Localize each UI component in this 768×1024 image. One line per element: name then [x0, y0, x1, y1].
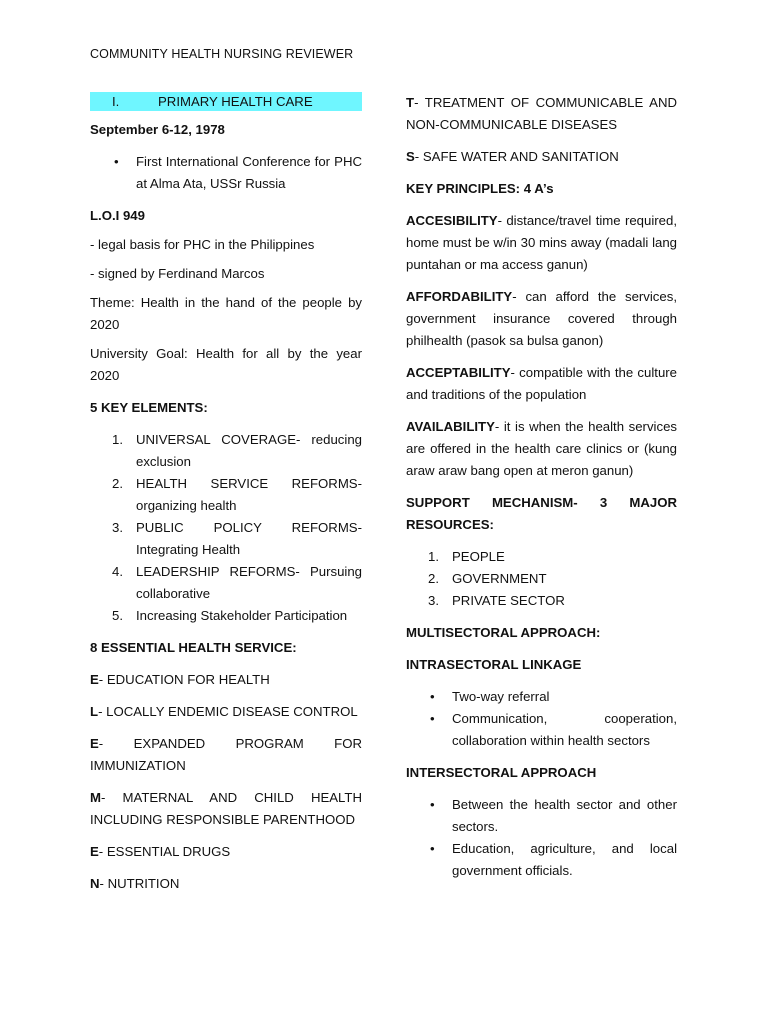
- intrasectoral-list: [406, 686, 677, 752]
- list-item: [406, 568, 677, 590]
- service-letter: E: [90, 736, 99, 751]
- conference-date: September 6-12, 1978: [90, 122, 225, 137]
- list-item: [406, 794, 677, 838]
- resources-list: [406, 546, 677, 612]
- service-letter: E: [90, 672, 99, 687]
- goal-text: University Goal: Health for all by the year 2020: [90, 346, 362, 383]
- principle-term: ACCEPTABILITY: [406, 365, 511, 380]
- list-item: [90, 473, 362, 517]
- service-text: - MATERNAL AND CHILD HEALTH INCLUDING RESPONSIBLE PARENTHOOD: [90, 790, 362, 827]
- item-text: PUBLIC POLICY REFORMS- Integrating Health: [136, 520, 362, 557]
- list-item: [406, 708, 677, 752]
- item-text: Education, agriculture, and local government officials.: [452, 841, 677, 878]
- item-number: 5.: [112, 608, 123, 623]
- service-letter: N: [90, 876, 100, 891]
- principles-heading: KEY PRINCIPLES: 4 A’s: [406, 181, 554, 196]
- service-item: [406, 146, 677, 168]
- item-number: 2.: [112, 476, 123, 491]
- multisectoral-heading: MULTISECTORAL APPROACH:: [406, 625, 601, 640]
- intersectoral-list: [406, 794, 677, 882]
- service-item: [406, 92, 677, 136]
- list-item: [90, 151, 362, 195]
- service-letter: E: [90, 844, 99, 859]
- list-item: [406, 686, 677, 708]
- document-header: COMMUNITY HEALTH NURSING REVIEWER: [90, 47, 354, 61]
- conference-text: First International Conference for PHC at Alma Ata, USSr Russia: [136, 154, 362, 191]
- section-title: PRIMARY HEALTH CARE: [158, 94, 313, 109]
- left-column: [90, 92, 362, 905]
- bullet-icon: •: [114, 154, 119, 169]
- item-text: Between the health sector and other sectors.: [452, 797, 677, 834]
- service-letter: S: [406, 149, 415, 164]
- key-elements-list: [90, 429, 362, 627]
- service-letter: M: [90, 790, 101, 805]
- service-text: - TREATMENT OF COMMUNICABLE AND NON-COMMUNICABLE DISEASES: [406, 95, 677, 132]
- item-text: PEOPLE: [452, 549, 505, 564]
- item-number: 1.: [112, 432, 123, 447]
- loi-heading: L.O.I 949: [90, 208, 145, 223]
- service-item: [90, 669, 362, 691]
- service-text: - EXPANDED PROGRAM FOR IMMUNIZATION: [90, 736, 362, 773]
- item-number: 4.: [112, 564, 123, 579]
- list-item: [90, 429, 362, 473]
- key-elements-heading: 5 KEY ELEMENTS:: [90, 400, 208, 415]
- item-text: Communication, cooperation, collaboration within health sectors: [452, 711, 677, 748]
- item-text: PRIVATE SECTOR: [452, 593, 565, 608]
- service-item: [90, 701, 362, 723]
- item-text: UNIVERSAL COVERAGE- reducing exclusion: [136, 432, 362, 469]
- list-item: [90, 605, 362, 627]
- principle-text: - can afford the services, government insurance covered through philhealth (pasok sa bulsa ganon): [406, 289, 677, 348]
- service-item: [90, 733, 362, 777]
- section-number: I.: [112, 94, 120, 109]
- item-number: 3.: [112, 520, 123, 535]
- service-text: - ESSENTIAL DRUGS: [98, 844, 231, 859]
- intersectoral-heading: INTERSECTORAL APPROACH: [406, 765, 597, 780]
- list-item: [90, 517, 362, 561]
- support-heading: SUPPORT MECHANISM- 3 MAJOR RESOURCES:: [406, 495, 677, 532]
- bullet-icon: •: [430, 689, 435, 704]
- bullet-icon: •: [430, 797, 435, 812]
- item-text: GOVERNMENT: [452, 571, 547, 586]
- conference-list: [90, 151, 362, 195]
- list-item: [406, 546, 677, 568]
- list-item: [90, 561, 362, 605]
- principle-text: - it is when the health services are offered in the health care clinics or (kung araw araw bang open at meron ganun): [406, 419, 677, 478]
- service-item: [90, 841, 362, 863]
- section-heading: [90, 92, 362, 111]
- item-number: 2.: [428, 571, 439, 586]
- service-letter: T: [406, 95, 415, 110]
- service-text: - NUTRITION: [99, 876, 180, 891]
- service-letter: L: [90, 704, 99, 719]
- list-item: [406, 590, 677, 612]
- intrasectoral-heading: INTRASECTORAL LINKAGE: [406, 657, 582, 672]
- service-text: - SAFE WATER AND SANITATION: [414, 149, 619, 164]
- theme-text: Theme: Health in the hand of the people by 2020: [90, 295, 362, 332]
- principle-text: - compatible with the culture and traditions of the population: [406, 365, 677, 402]
- item-text: Increasing Stakeholder Participation: [136, 608, 348, 623]
- principle-item: [406, 416, 677, 482]
- item-number: 3.: [428, 593, 439, 608]
- bullet-icon: •: [430, 711, 435, 726]
- item-text: LEADERSHIP REFORMS- Pursuing collaborative: [136, 564, 362, 601]
- bullet-icon: •: [430, 841, 435, 856]
- item-text: Two-way referral: [452, 689, 550, 704]
- principle-item: [406, 286, 677, 352]
- item-number: 1.: [428, 549, 439, 564]
- principle-text: - distance/travel time required, home must be w/in 30 mins away (madali lang puntahan or ma access ganun): [406, 213, 677, 272]
- services-heading: 8 ESSENTIAL HEALTH SERVICE:: [90, 640, 297, 655]
- item-text: HEALTH SERVICE REFORMS- organizing health: [136, 476, 362, 513]
- principle-term: ACCESIBILITY: [406, 213, 498, 228]
- loi-basis: - legal basis for PHC in the Philippines: [90, 237, 315, 252]
- service-text: - EDUCATION FOR HEALTH: [98, 672, 270, 687]
- right-column: [406, 92, 677, 882]
- list-item: [406, 838, 677, 882]
- service-item: [90, 873, 362, 895]
- loi-signed: - signed by Ferdinand Marcos: [90, 266, 265, 281]
- principle-term: AVAILABILITY: [406, 419, 495, 434]
- principle-term: AFFORDABILITY: [406, 289, 513, 304]
- principle-item: [406, 210, 677, 276]
- service-item: [90, 787, 362, 831]
- principle-item: [406, 362, 677, 406]
- service-text: - LOCALLY ENDEMIC DISEASE CONTROL: [98, 704, 358, 719]
